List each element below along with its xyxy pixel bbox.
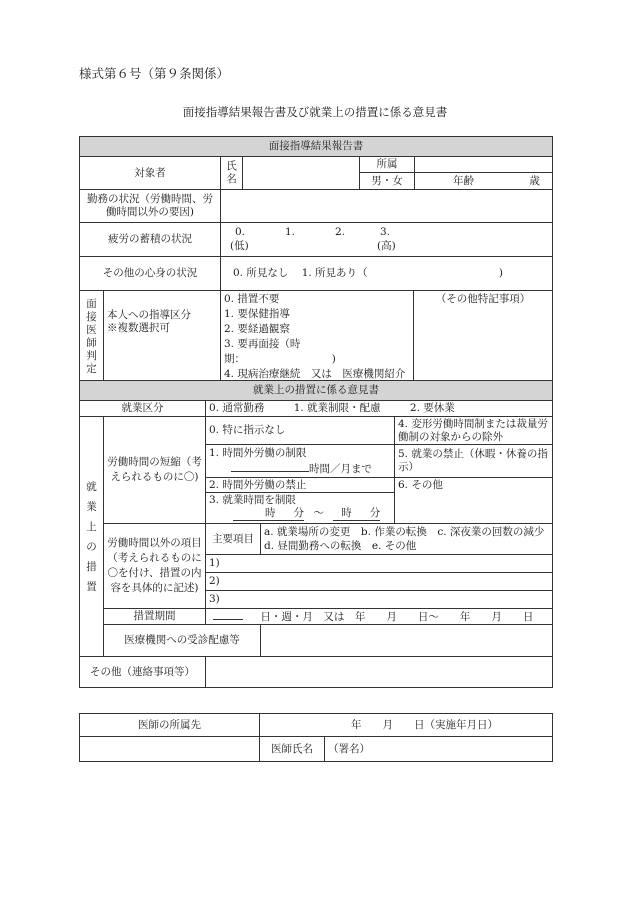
non-hours-label: 労働時間以外の項目（考えられるものに〇を付け、措置の内容を具体的に記述) xyxy=(104,524,206,609)
hours-option-1[interactable]: 1. 時間外労働の制限 xyxy=(209,447,307,459)
guidance-option-3-close: ) xyxy=(331,353,336,365)
doctor-affiliation-label: 医師の所属先 xyxy=(80,714,260,737)
hours-option-0[interactable]: 0. 特に指示なし xyxy=(206,417,395,445)
guidance-option-4[interactable]: 4. 現病治療継続 又は 医療機関紹介 xyxy=(224,368,406,380)
range-min-1: 分 xyxy=(293,507,304,519)
subject-label: 対象者 xyxy=(80,157,221,190)
hours-option-2[interactable]: 2. 時間外労働の禁止 xyxy=(206,478,395,493)
interview-report-table xyxy=(79,136,553,383)
judgment-label: 面接医師判定 xyxy=(80,291,104,383)
hours-option-6[interactable]: 6. その他 xyxy=(395,478,553,524)
main-items-line1[interactable]: a. 就業場所の変更 b. 作業の転換 c. 深夜業の回数の減少 xyxy=(264,526,545,538)
main-items-label: 主要項目 xyxy=(206,524,261,555)
hours-option-4[interactable]: 4. 変形労働時間制または裁量労働制の対象からの除外 xyxy=(395,417,553,445)
hours-limit-field[interactable] xyxy=(231,460,309,472)
affiliation-field[interactable] xyxy=(415,157,552,172)
working-time-range[interactable] xyxy=(209,507,391,521)
affiliation-label: 所属 xyxy=(360,157,415,172)
guidance-option-3[interactable]: 3. 要再面接（時期： xyxy=(224,338,301,365)
main-items-line2[interactable]: d. 昼間勤務への転換 e. その他 xyxy=(264,540,417,552)
other-mental-present[interactable]: 1. 所見あり（ xyxy=(301,267,368,279)
age-unit: 歳 xyxy=(529,175,540,187)
measure-line-3[interactable]: 3) xyxy=(206,591,553,609)
other-mental-label: その他の心身の状況 xyxy=(80,257,221,291)
measure-line-1[interactable]: 1) xyxy=(206,555,553,573)
work-status-label: 勤務の状況（労働時間、労働時間以外の要因) xyxy=(80,190,221,223)
doctor-signature-field[interactable]: （署名） xyxy=(325,737,553,762)
opinion-title: 就業上の措置に係る意見書 xyxy=(80,381,553,401)
category-label: 就業区分 xyxy=(80,401,206,417)
category-normal[interactable]: 0. 通常勤務 xyxy=(209,402,265,414)
medical-consideration-label: 医療機関への受診配慮等 xyxy=(104,625,261,657)
category-leave[interactable]: 2. 要休業 xyxy=(409,402,455,414)
guidance-label: 本人への指導区分 xyxy=(107,309,191,321)
doctor-name-label: 医師氏名 xyxy=(260,737,325,762)
sex-options[interactable]: 男・女 xyxy=(360,173,415,189)
other-mental-close: ) xyxy=(498,267,504,279)
measures-section-label: 就業上の措置 xyxy=(80,417,104,657)
guidance-option-0[interactable]: 0. 措置不要 xyxy=(224,293,280,305)
other-notes-field[interactable] xyxy=(206,657,553,688)
medical-consideration-field[interactable] xyxy=(261,625,553,657)
fatigue-label: 疲労の蓄積の状況 xyxy=(80,223,221,257)
period-label: 措置期間 xyxy=(104,609,206,625)
report-title: 面接指導結果報告書 xyxy=(80,137,553,157)
range-tilde: 〜 xyxy=(313,507,324,519)
document-title: 面接指導結果報告書及び就業上の措置に係る意見書 xyxy=(182,105,448,119)
period-text[interactable]: 日・週・月 又は 年 月 日〜 年 月 日 xyxy=(260,611,534,623)
hours-reduction-label: 労働時間の短縮（考えられるものに〇) xyxy=(104,417,206,524)
form-code: 様式第６号（第９条関係） xyxy=(79,66,230,81)
name-label: 氏名 xyxy=(221,157,243,190)
exam-date-text[interactable]: 年 月 日（実施年月日） xyxy=(260,714,553,737)
fatigue-low: (低) xyxy=(230,239,249,252)
category-restricted[interactable]: 1. 就業制限・配慮 xyxy=(293,402,381,414)
range-min-2: 分 xyxy=(369,507,381,519)
hours-option-3[interactable]: 3. 就業時間を制限 xyxy=(209,494,296,506)
work-measures-table xyxy=(79,380,553,688)
other-notes-label: その他（連絡事項等） xyxy=(80,657,206,688)
doctor-affiliation-field[interactable] xyxy=(80,737,260,762)
guidance-note: ※複数選択可 xyxy=(107,322,170,334)
fatigue-high: (高) xyxy=(377,239,396,252)
doctor-table xyxy=(79,713,553,762)
period-count-field[interactable] xyxy=(213,609,243,620)
fatigue-scale-0[interactable]: 0. xyxy=(235,225,246,238)
fatigue-scale-2[interactable]: 2. xyxy=(335,225,346,238)
measure-line-2[interactable]: 2) xyxy=(206,573,553,591)
name-field[interactable] xyxy=(243,157,360,190)
range-hour-2: 時 xyxy=(341,507,352,519)
fatigue-scale-1[interactable]: 1. xyxy=(285,225,296,238)
range-hour-1: 時 xyxy=(265,507,276,519)
work-status-field[interactable] xyxy=(221,190,553,223)
other-mental-none[interactable]: 0. 所見なし xyxy=(233,267,289,279)
guidance-option-1[interactable]: 1. 要保健指導 xyxy=(224,308,290,320)
hours-option-5[interactable]: 5. 就業の禁止（休暇・休養の指示） xyxy=(395,445,553,478)
guidance-option-2[interactable]: 2. 要経過観察 xyxy=(224,323,290,335)
fatigue-scale-3[interactable]: 3. xyxy=(380,225,391,238)
age-label: 年齢 xyxy=(453,175,474,187)
special-notes-label[interactable]: （その他特記事項） xyxy=(414,291,553,383)
hours-limit-unit: 時間／月まで xyxy=(309,463,372,475)
